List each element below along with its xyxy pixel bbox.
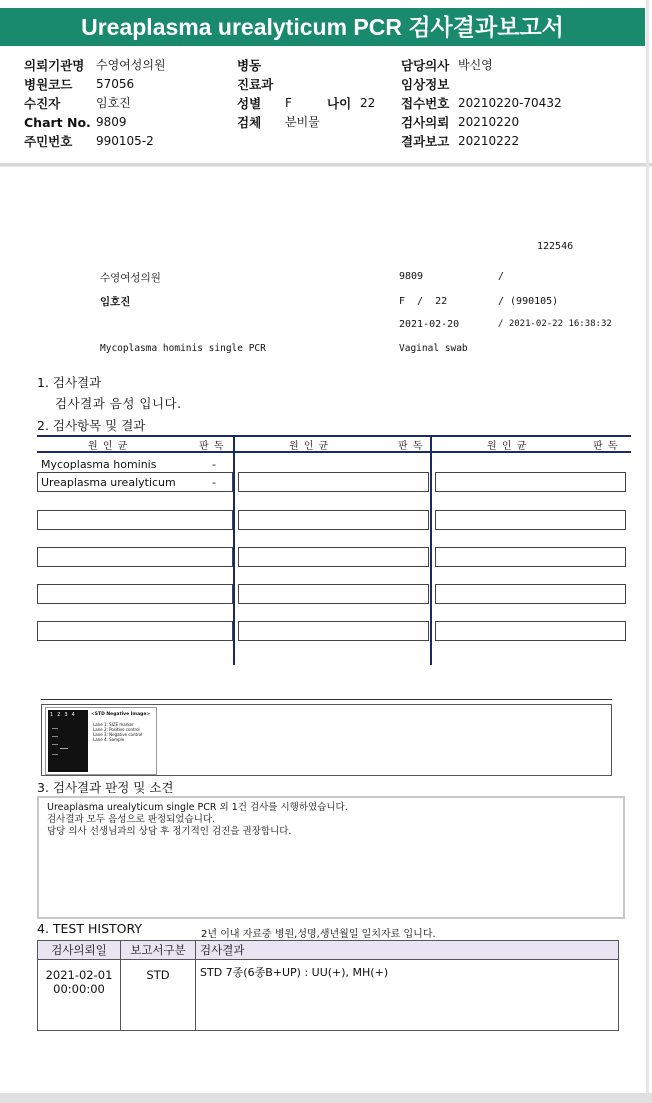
history-header-result: 검사결과 — [196, 941, 619, 960]
label-ward: 병동 — [237, 58, 262, 73]
section-2-title: 2. 검사항목 및 결과 — [37, 418, 146, 433]
col-pathogen-1: 원 인 균 — [88, 441, 129, 452]
history-header-date: 검사의뢰일 — [38, 941, 121, 960]
comment-line-3: 담당 의사 선생님과의 상담 후 정기적인 검진을 권장합니다. — [47, 826, 292, 837]
section-1-title: 1. 검사결과 — [37, 375, 102, 390]
col-pathogen-3: 원 인 균 — [487, 441, 528, 452]
history-table — [37, 940, 619, 1031]
report-title: Ureaplasma urealyticum PCR 검사결과보고서 — [0, 8, 645, 46]
gel-band — [52, 744, 58, 745]
result-row-box — [435, 510, 626, 530]
section-1-text: 검사결과 음성 입니다. — [55, 396, 182, 411]
value-sex: F — [285, 96, 292, 110]
gel-legend: Lane 1: SIZE marker Lane 2: Positive control Lane 3: Negative control Lane 4: Sample — [93, 722, 143, 742]
gel-lane-numbers: 1234 — [50, 712, 79, 718]
col-judge-1: 판 독 — [199, 441, 225, 452]
info-date-reported: / 2021-02-22 16:38:32 — [498, 319, 612, 329]
gel-band — [52, 754, 58, 755]
header-col3 — [401, 56, 641, 151]
section-4-title: 4. TEST HISTORY — [37, 921, 142, 936]
section-3-title: 3. 검사결과 판정 및 소견 — [37, 780, 174, 795]
label-sex: 성별 — [237, 96, 262, 111]
value-hospital-code: 57056 — [96, 77, 135, 91]
value-age: 22 — [360, 96, 376, 110]
label-receipt-no: 접수번호 — [401, 96, 450, 111]
info-date-requested: 2021-02-20 — [399, 319, 460, 330]
result-row-box — [435, 472, 626, 492]
result-row-box — [37, 584, 233, 604]
result-col-divider-2 — [430, 435, 432, 665]
result-row-box — [435, 547, 626, 567]
gel-band — [52, 736, 58, 737]
value-resident-no: 990105-2 — [96, 134, 154, 148]
result-row-box — [37, 547, 233, 567]
history-cell-result: STD 7종(6종B+UP) : UU(+), MH(+) — [196, 960, 619, 1031]
info-patient: 임호진 — [100, 296, 131, 308]
col-judge-3: 판 독 — [593, 441, 619, 452]
result-row-box — [37, 621, 233, 641]
history-header-type: 보고서구분 — [121, 941, 196, 960]
page-right-edge — [646, 0, 649, 1103]
label-request-date: 검사의뢰 — [401, 115, 450, 130]
info-code: 122546 — [537, 241, 574, 252]
value-patient: 임호진 — [96, 96, 131, 110]
result-row-box — [238, 584, 429, 604]
info-sex-age: F / 22 — [399, 296, 448, 307]
gel-image — [45, 707, 157, 775]
result-pathogen-1: Mycoplasma hominis — [41, 458, 157, 471]
result-row-box — [238, 510, 429, 530]
info-birth: / (990105) — [498, 296, 559, 307]
value-doctor: 박신영 — [458, 58, 493, 72]
value-request-date: 20210220 — [458, 115, 520, 129]
info-chart-slash: / — [498, 271, 505, 282]
header-col1 — [24, 56, 224, 151]
label-hospital-code: 병원코드 — [24, 77, 73, 92]
label-clinical-info: 임상정보 — [401, 77, 450, 92]
result-row-box — [37, 510, 233, 530]
result-col-divider-1 — [233, 435, 235, 665]
label-dept: 진료과 — [237, 77, 274, 92]
result-row-box — [238, 547, 429, 567]
info-test-name: Mycoplasma hominis single PCR — [100, 343, 266, 354]
gel-band — [52, 728, 58, 729]
info-specimen: Vaginal swab — [399, 343, 468, 354]
header-col2 — [237, 56, 397, 132]
page-bottom-bar — [0, 1093, 652, 1103]
value-client: 수영여성의원 — [96, 58, 166, 72]
result-row-box — [435, 621, 626, 641]
comment-line-2: 검사결과 모두 음성으로 판정되었습니다. — [47, 814, 216, 825]
gel-panel-top-rule — [41, 699, 612, 700]
gel-legend-title: <STD Negative Image> — [91, 712, 151, 717]
label-report-date: 결과보고 — [401, 134, 450, 149]
label-patient: 수진자 — [24, 96, 61, 111]
result-pathogen-2: Ureaplasma urealyticum — [41, 476, 176, 489]
history-cell-date: 2021-02-01 00:00:00 — [38, 960, 121, 1031]
value-report-date: 20210222 — [458, 134, 520, 148]
history-cell-type: STD — [121, 960, 196, 1031]
result-judge-1: - — [212, 458, 216, 471]
col-pathogen-2: 원 인 균 — [289, 441, 330, 452]
info-clinic: 수영여성의원 — [100, 272, 161, 284]
header-separator-light — [0, 166, 652, 167]
label-doctor: 담당의사 — [401, 58, 450, 73]
value-receipt-no: 20210220-70432 — [458, 96, 562, 110]
value-chart-no: 9809 — [96, 115, 127, 129]
label-chart-no: Chart No. — [24, 115, 91, 130]
info-chart: 9809 — [399, 271, 424, 282]
section-4-note: 2년 이내 자료중 병원,성명,생년월일 일치자료 입니다. — [201, 929, 436, 940]
label-specimen: 검체 — [237, 115, 262, 130]
label-resident-no: 주민번호 — [24, 134, 73, 149]
comment-line-1: Ureaplasma urealyticum single PCR 외 1건 검사를 시행하였습니다. — [47, 802, 348, 813]
history-row — [38, 960, 619, 1031]
result-row-box — [435, 584, 626, 604]
label-client: 의뢰기관명 — [24, 58, 85, 73]
value-specimen: 분비물 — [285, 115, 320, 129]
gel-photo — [48, 710, 88, 772]
comment-box — [37, 796, 625, 919]
label-age: 나이 — [327, 96, 352, 111]
gel-band — [60, 748, 68, 749]
col-judge-2: 판 독 — [398, 441, 424, 452]
result-row-box — [238, 472, 429, 492]
result-judge-2: - — [212, 476, 216, 489]
result-row-box — [238, 621, 429, 641]
